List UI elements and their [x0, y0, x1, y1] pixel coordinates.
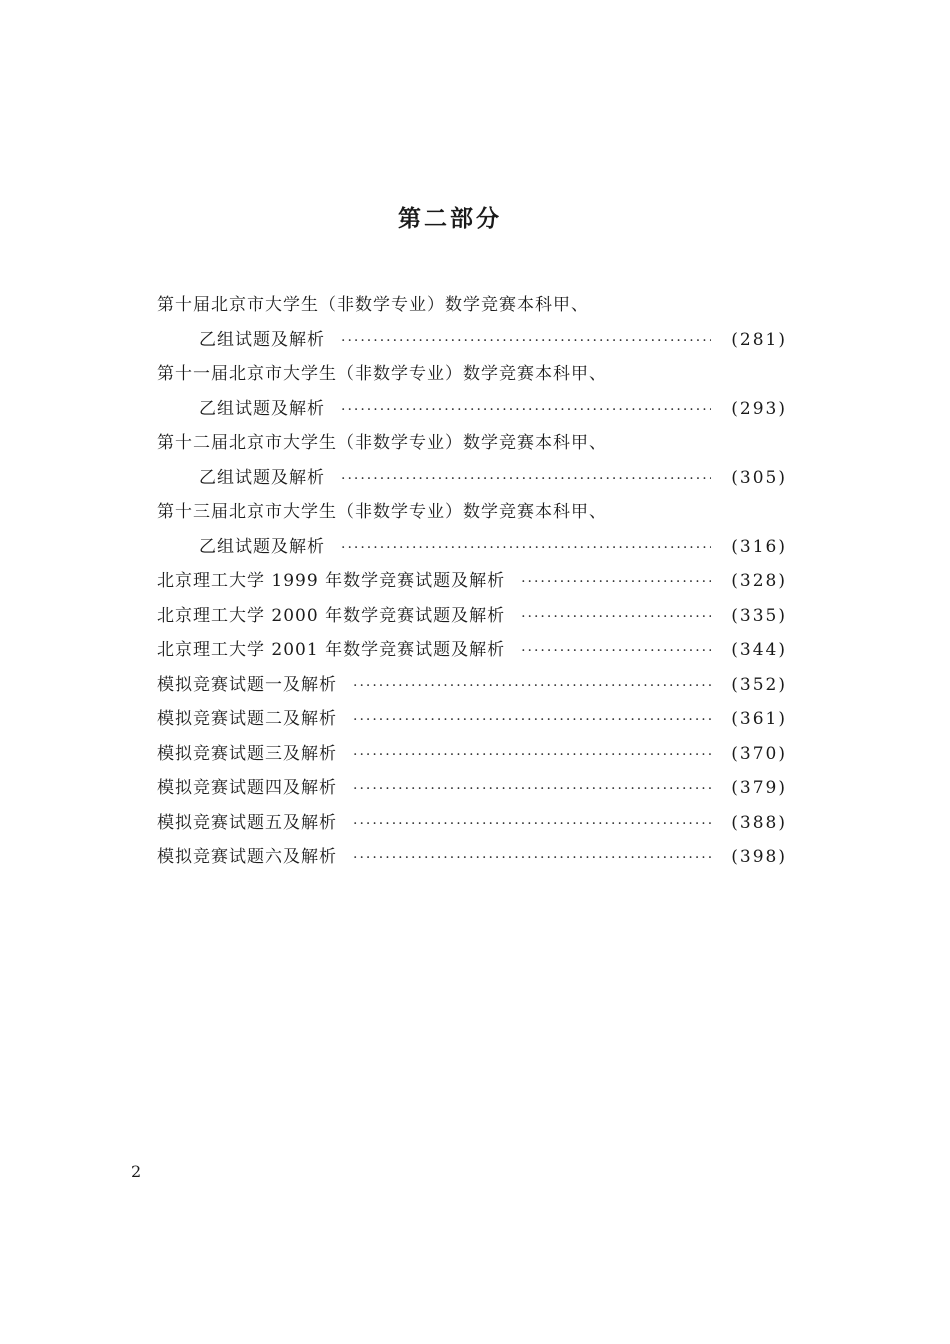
toc-page-number: (352) — [731, 674, 787, 695]
table-of-contents — [157, 288, 787, 875]
toc-entry-title: 第十二届北京市大学生（非数学专业）数学竞赛本科甲、 — [157, 433, 607, 453]
toc-page-number: (379) — [731, 778, 787, 798]
toc-entry-title: 北京理工大学 2001 年数学竞赛试题及解析 — [157, 640, 506, 660]
toc-entry-title: 第十一届北京市大学生（非数学专业）数学竞赛本科甲、 — [157, 364, 607, 384]
toc-page-number: (398) — [731, 847, 787, 867]
toc-page-number: (370) — [731, 743, 787, 764]
dot-leader — [521, 634, 711, 669]
toc-entry[interactable] — [157, 357, 787, 426]
toc-entry-title-continued: 乙组试题及解析 — [199, 536, 325, 557]
toc-entry[interactable] — [157, 668, 787, 703]
toc-entry-title: 模拟竞赛试题一及解析 — [157, 674, 337, 695]
toc-page-number: (335) — [731, 605, 787, 626]
dot-leader — [353, 669, 711, 704]
toc-entry[interactable] — [157, 702, 787, 737]
toc-entry-title: 模拟竞赛试题四及解析 — [157, 778, 337, 798]
toc-entry-title: 模拟竞赛试题三及解析 — [157, 743, 337, 764]
dot-leader — [341, 462, 711, 497]
toc-entry-title: 第十三届北京市大学生（非数学专业）数学竞赛本科甲、 — [157, 502, 607, 522]
toc-entry[interactable] — [157, 599, 787, 634]
toc-page-number: (328) — [731, 571, 787, 591]
toc-entry-title: 第十届北京市大学生（非数学专业）数学竞赛本科甲、 — [157, 295, 589, 315]
dot-leader — [353, 738, 711, 773]
toc-entry[interactable] — [157, 288, 787, 357]
dot-leader — [341, 531, 711, 566]
toc-entry-title: 北京理工大学 2000 年数学竞赛试题及解析 — [157, 605, 506, 626]
toc-entry-title: 模拟竞赛试题二及解析 — [157, 709, 337, 729]
toc-entry[interactable] — [157, 737, 787, 772]
dot-leader — [521, 600, 711, 635]
toc-page-number: (361) — [731, 709, 787, 729]
page-number: 2 — [131, 1162, 142, 1181]
toc-page-number: (305) — [731, 467, 787, 488]
toc-entry-title-continued: 乙组试题及解析 — [199, 467, 325, 488]
section-title: 第二部分 — [398, 206, 502, 232]
toc-page-number: (388) — [731, 812, 787, 833]
dot-leader — [521, 565, 711, 600]
toc-entry[interactable] — [157, 495, 787, 564]
toc-page-number: (344) — [731, 640, 787, 660]
dot-leader — [341, 393, 711, 428]
dot-leader — [353, 841, 711, 876]
toc-entry-title-continued: 乙组试题及解析 — [199, 329, 325, 350]
dot-leader — [353, 772, 711, 807]
toc-entry-title: 模拟竞赛试题六及解析 — [157, 847, 337, 867]
toc-page-number: (316) — [731, 536, 787, 557]
dot-leader — [341, 324, 711, 359]
toc-entry-title-continued: 乙组试题及解析 — [199, 398, 325, 419]
toc-entry[interactable] — [157, 564, 787, 599]
toc-entry[interactable] — [157, 840, 787, 875]
toc-entry[interactable] — [157, 426, 787, 495]
toc-page-number: (281) — [731, 329, 787, 350]
toc-entry-title: 模拟竞赛试题五及解析 — [157, 812, 337, 833]
toc-entry[interactable] — [157, 633, 787, 668]
toc-page-number: (293) — [731, 398, 787, 419]
toc-entry-title: 北京理工大学 1999 年数学竞赛试题及解析 — [157, 571, 506, 591]
toc-entry[interactable] — [157, 806, 787, 841]
toc-entry[interactable] — [157, 771, 787, 806]
dot-leader — [353, 703, 711, 738]
dot-leader — [353, 807, 711, 842]
